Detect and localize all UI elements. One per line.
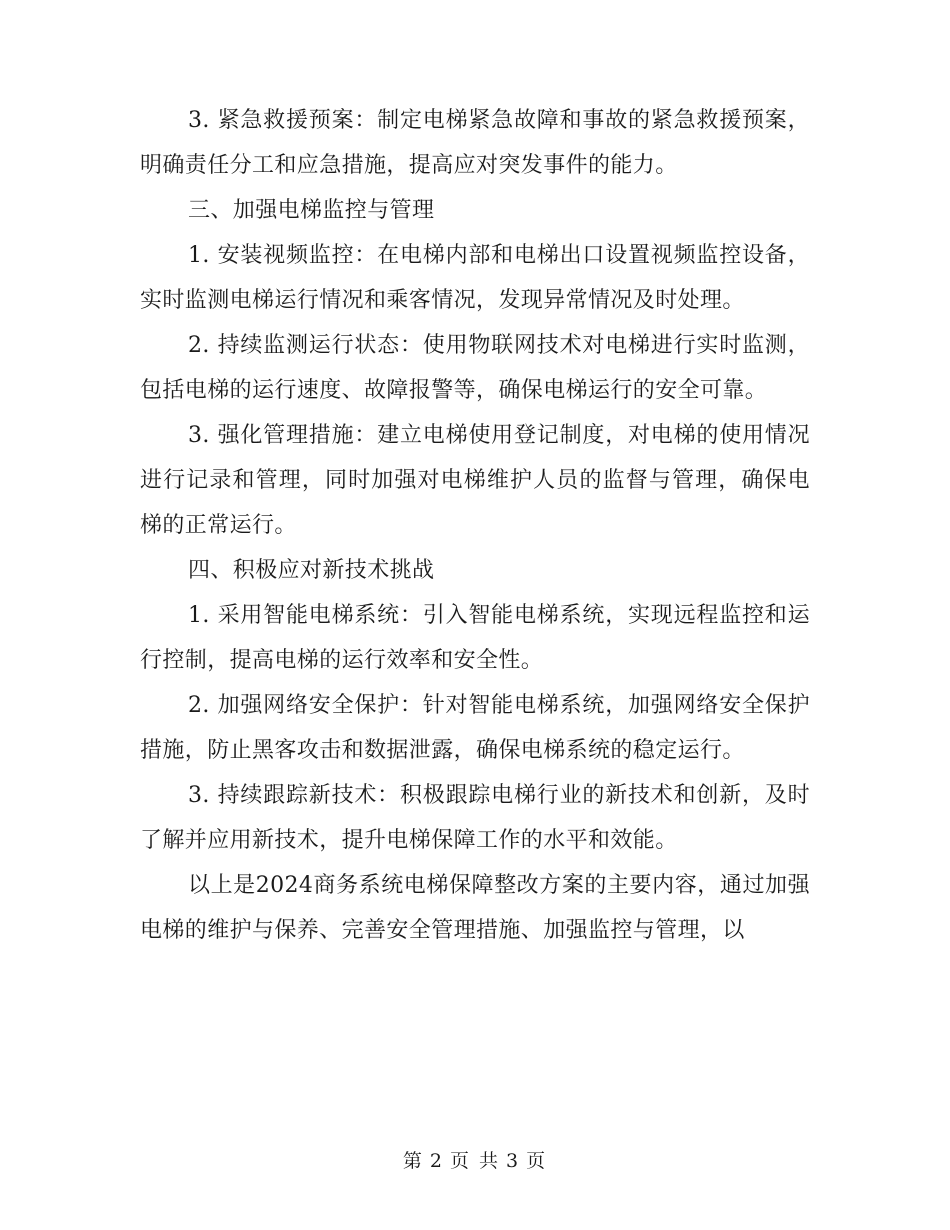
page-footer bbox=[0, 1146, 950, 1173]
footer-suffix: 页 bbox=[526, 1150, 548, 1172]
page-number: 2 bbox=[429, 1150, 444, 1172]
paragraph: 1. 采用智能电梯系统：引入智能电梯系统，实现远程监控和运行控制，提高电梯的运行效率和安全性。 bbox=[140, 603, 810, 673]
total-pages: 3 bbox=[506, 1150, 521, 1172]
section-heading: 三、加强电梯监控与管理 bbox=[188, 198, 435, 223]
paragraph: 3. 紧急救援预案：制定电梯紧急故障和事故的紧急救援预案，明确责任分工和应急措施，提高应对突发事件的能力。 bbox=[140, 108, 810, 178]
paragraph: 3. 持续跟踪新技术：积极跟踪电梯行业的新技术和创新，及时了解并应用新技术，提升电梯保障工作的水平和效能。 bbox=[140, 783, 810, 853]
paragraph: 2. 加强网络安全保护：针对智能电梯系统，加强网络安全保护措施，防止黑客攻击和数据泄露，确保电梯系统的稳定运行。 bbox=[140, 693, 810, 763]
paragraph: 1. 安装视频监控：在电梯内部和电梯出口设置视频监控设备，实时监测电梯运行情况和乘客情况，发现异常情况及时处理。 bbox=[140, 243, 810, 313]
section-heading: 四、积极应对新技术挑战 bbox=[188, 558, 435, 583]
paragraph: 2. 持续监测运行状态：使用物联网技术对电梯进行实时监测，包括电梯的运行速度、故障报警等，确保电梯运行的安全可靠。 bbox=[140, 333, 810, 403]
paragraph: 以上是2024商务系统电梯保障整改方案的主要内容，通过加强电梯的维护与保养、完善安全管理措施、加强监控与管理，以 bbox=[140, 873, 810, 943]
footer-middle: 页 共 bbox=[449, 1150, 501, 1172]
paragraph: 3. 强化管理措施：建立电梯使用登记制度，对电梯的使用情况进行记录和管理，同时加强对电梯维护人员的监督与管理，确保电梯的正常运行。 bbox=[140, 423, 810, 538]
document-body bbox=[140, 98, 810, 953]
footer-prefix: 第 bbox=[402, 1150, 424, 1172]
